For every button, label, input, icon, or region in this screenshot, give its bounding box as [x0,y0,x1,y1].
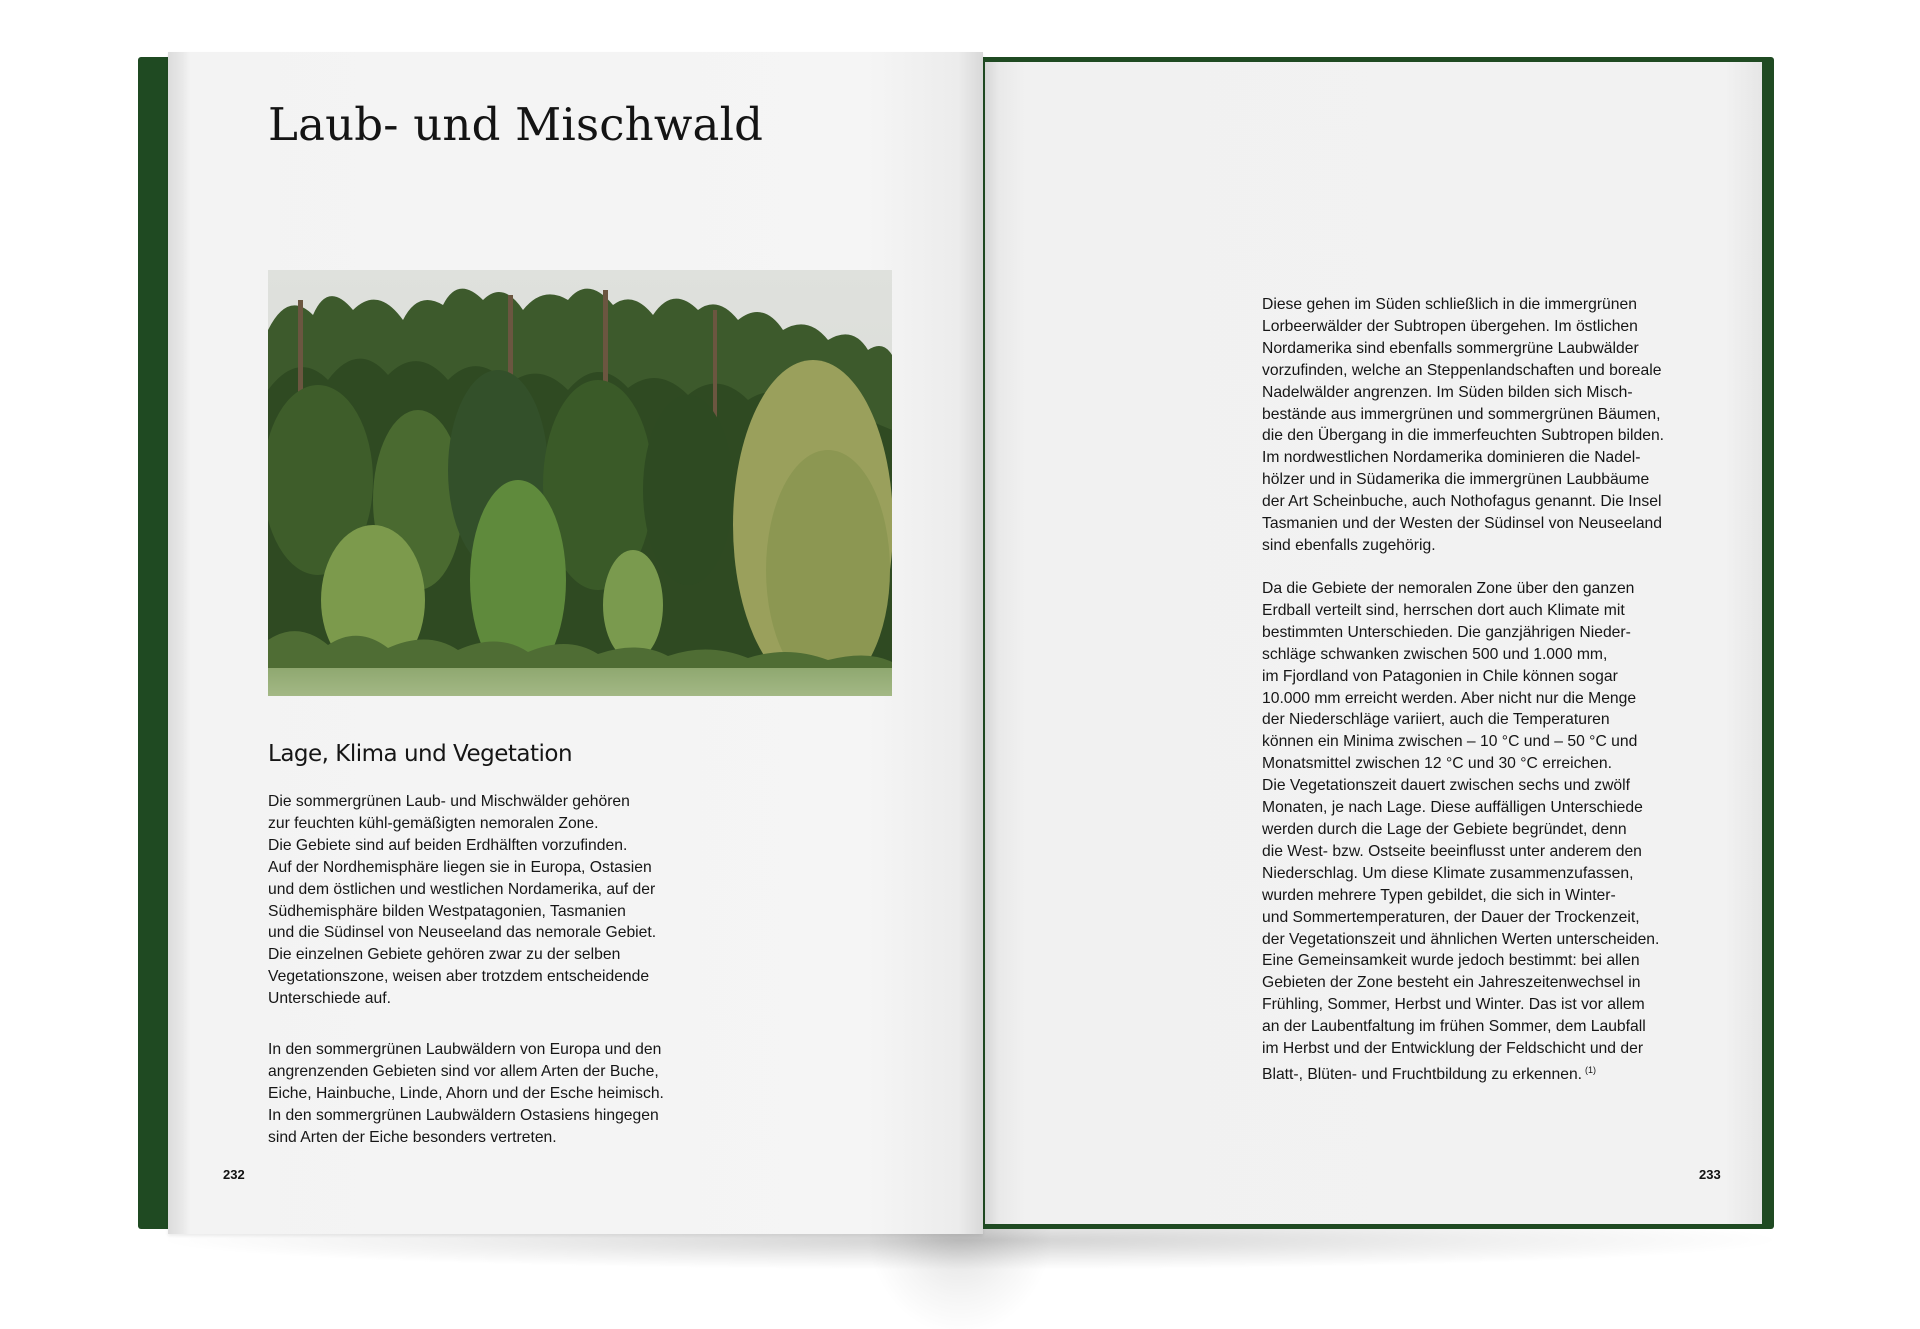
right-paragraph-1 [1262,294,1664,557]
text-line: an der Laubentfaltung im frühen Sommer, dem Laubfall [1262,1018,1646,1036]
text-line: sind ebenfalls zugehörig. [1262,536,1436,554]
text-line: Monatsmittel zwischen 12 °C und 30 °C erreichen. [1262,755,1612,773]
text-line: Frühling, Sommer, Herbst und Winter. Das ist vor allem [1262,996,1645,1014]
text-line: und die Südinsel von Neuseeland das nemorale Gebiet. [268,924,657,942]
text-line: Diese gehen im Süden schließlich in die immergrünen [1262,296,1637,313]
text-line: und dem östlichen und westlichen Nordamerika, auf der [268,880,656,898]
text-line: können ein Minima zwischen – 10 °C und – 50 °C und [1262,733,1638,751]
text-line: Niederschlag. Um diese Klimate zusammenzufassen, [1262,864,1634,882]
page-number-left: 232 [223,1167,245,1182]
text-line: vorzufinden, welche an Steppenlandschaften und boreale [1262,361,1662,379]
text-line: und Sommertemperaturen, der Dauer der Trockenzeit, [1262,908,1640,926]
text-line: Nadelwälder angrenzen. Im Süden bilden sich Misch- [1262,383,1633,401]
text-line: werden durch die Lage der Gebiete begründet, denn [1262,820,1627,838]
text-line: Da die Gebiete der nemoralen Zone über den ganzen [1262,580,1635,597]
text-line: Im nordwestlichen Nordamerika dominieren die Nadel- [1262,449,1641,467]
text-line: Gebieten der Zone besteht ein Jahreszeitenwechsel in [1262,974,1641,992]
text-line: die den Übergang in die immerfeuchten Subtropen bilden. [1262,427,1665,445]
left-paragraph-2 [268,1039,664,1149]
text-line: bestände aus immergrünen und sommergrünen Bäumen, [1262,405,1661,423]
text-line: Lorbeerwälder der Subtropen übergehen. Im östlichen [1262,317,1638,335]
text-line: In den sommergrünen Laubwäldern Ostasiens hingegen [268,1106,659,1124]
page-number-right: 233 [1699,1167,1721,1182]
text-line: Die Vegetationszeit dauert zwischen sechs und zwölf [1262,777,1630,795]
text-line: hölzer und in Südamerika die immergrünen Laubbäume [1262,471,1650,489]
text-line: Blatt-, Blüten- und Fruchtbildung zu erkennen. [1262,1066,1583,1084]
text-line: im Herbst und der Entwicklung der Feldschicht und der [1262,1040,1644,1058]
section-heading: Lage, Klima und Vegetation [268,741,573,767]
text-line: sind Arten der Eiche besonders vertreten. [268,1128,557,1146]
text-line: Die einzelnen Gebiete gehören zwar zu der selben [268,946,621,964]
text-line: Unterschiede auf. [268,990,391,1008]
text-line: Eine Gemeinsamkeit wurde jedoch bestimmt: bei allen [1262,952,1640,970]
text-line: Auf der Nordhemisphäre liegen sie in Europa, Ostasien [268,858,652,876]
text-line: Nordamerika sind ebenfalls sommergrüne Laubwälder [1262,339,1639,357]
footnote-marker: (1) [1585,1064,1597,1075]
text-line: Eiche, Hainbuche, Linde, Ahorn und der Esche heimisch. [268,1084,664,1102]
text-line: der Art Scheinbuche, auch Nothofagus genannt. Die Insel [1262,493,1662,511]
forest-photo [268,270,892,696]
text-line: im Fjordland von Patagonien in Chile können sogar [1262,667,1618,685]
forest-illustration [268,270,892,696]
text-line: wurden mehrere Typen gebildet, die sich in Winter- [1262,886,1616,904]
text-line: bestimmten Unterschieden. Die ganzjährigen Nieder- [1262,623,1631,641]
text-line: Vegetationszone, weisen aber trotzdem entscheidende [268,968,650,986]
text-line: zur feuchten kühl-gemäßigten nemoralen Zone. [268,814,599,832]
text-line: Die Gebiete sind auf beiden Erdhälften vorzufinden. [268,836,628,854]
text-line: Monaten, je nach Lage. Diese auffälligen Unterschiede [1262,799,1643,817]
left-paragraph-1 [268,791,656,1010]
text-line: angrenzenden Gebieten sind vor allem Arten der Buche, [268,1062,659,1080]
spine-shadow [870,1220,1050,1329]
text-line: Südhemisphäre bilden Westpatagonien, Tasmanien [268,902,626,920]
text-line: die West- bzw. Ostseite beeinflusst unter anderem den [1262,842,1642,860]
right-paragraph-2 [1262,578,1659,1086]
text-line: der Vegetationszeit und ähnlichen Werten unterscheiden. [1262,930,1660,948]
text-line: der Niederschläge variiert, auch die Temperaturen [1262,711,1610,729]
text-line: In den sommergrünen Laubwäldern von Europa und den [268,1041,662,1058]
text-line: schläge schwanken zwischen 500 und 1.000 mm, [1262,645,1608,663]
text-line-with-footnote [1262,1060,1659,1086]
text-line: Erdball verteilt sind, herrschen dort auch Klimate mit [1262,601,1625,619]
text-line: Die sommergrünen Laub- und Mischwälder gehören [268,793,630,810]
text-line: Tasmanien und der Westen der Südinsel von Neuseeland [1262,515,1662,533]
page-title: Laub- und Mischwald [268,98,764,151]
text-line: 10.000 mm erreicht werden. Aber nicht nur die Menge [1262,689,1637,707]
